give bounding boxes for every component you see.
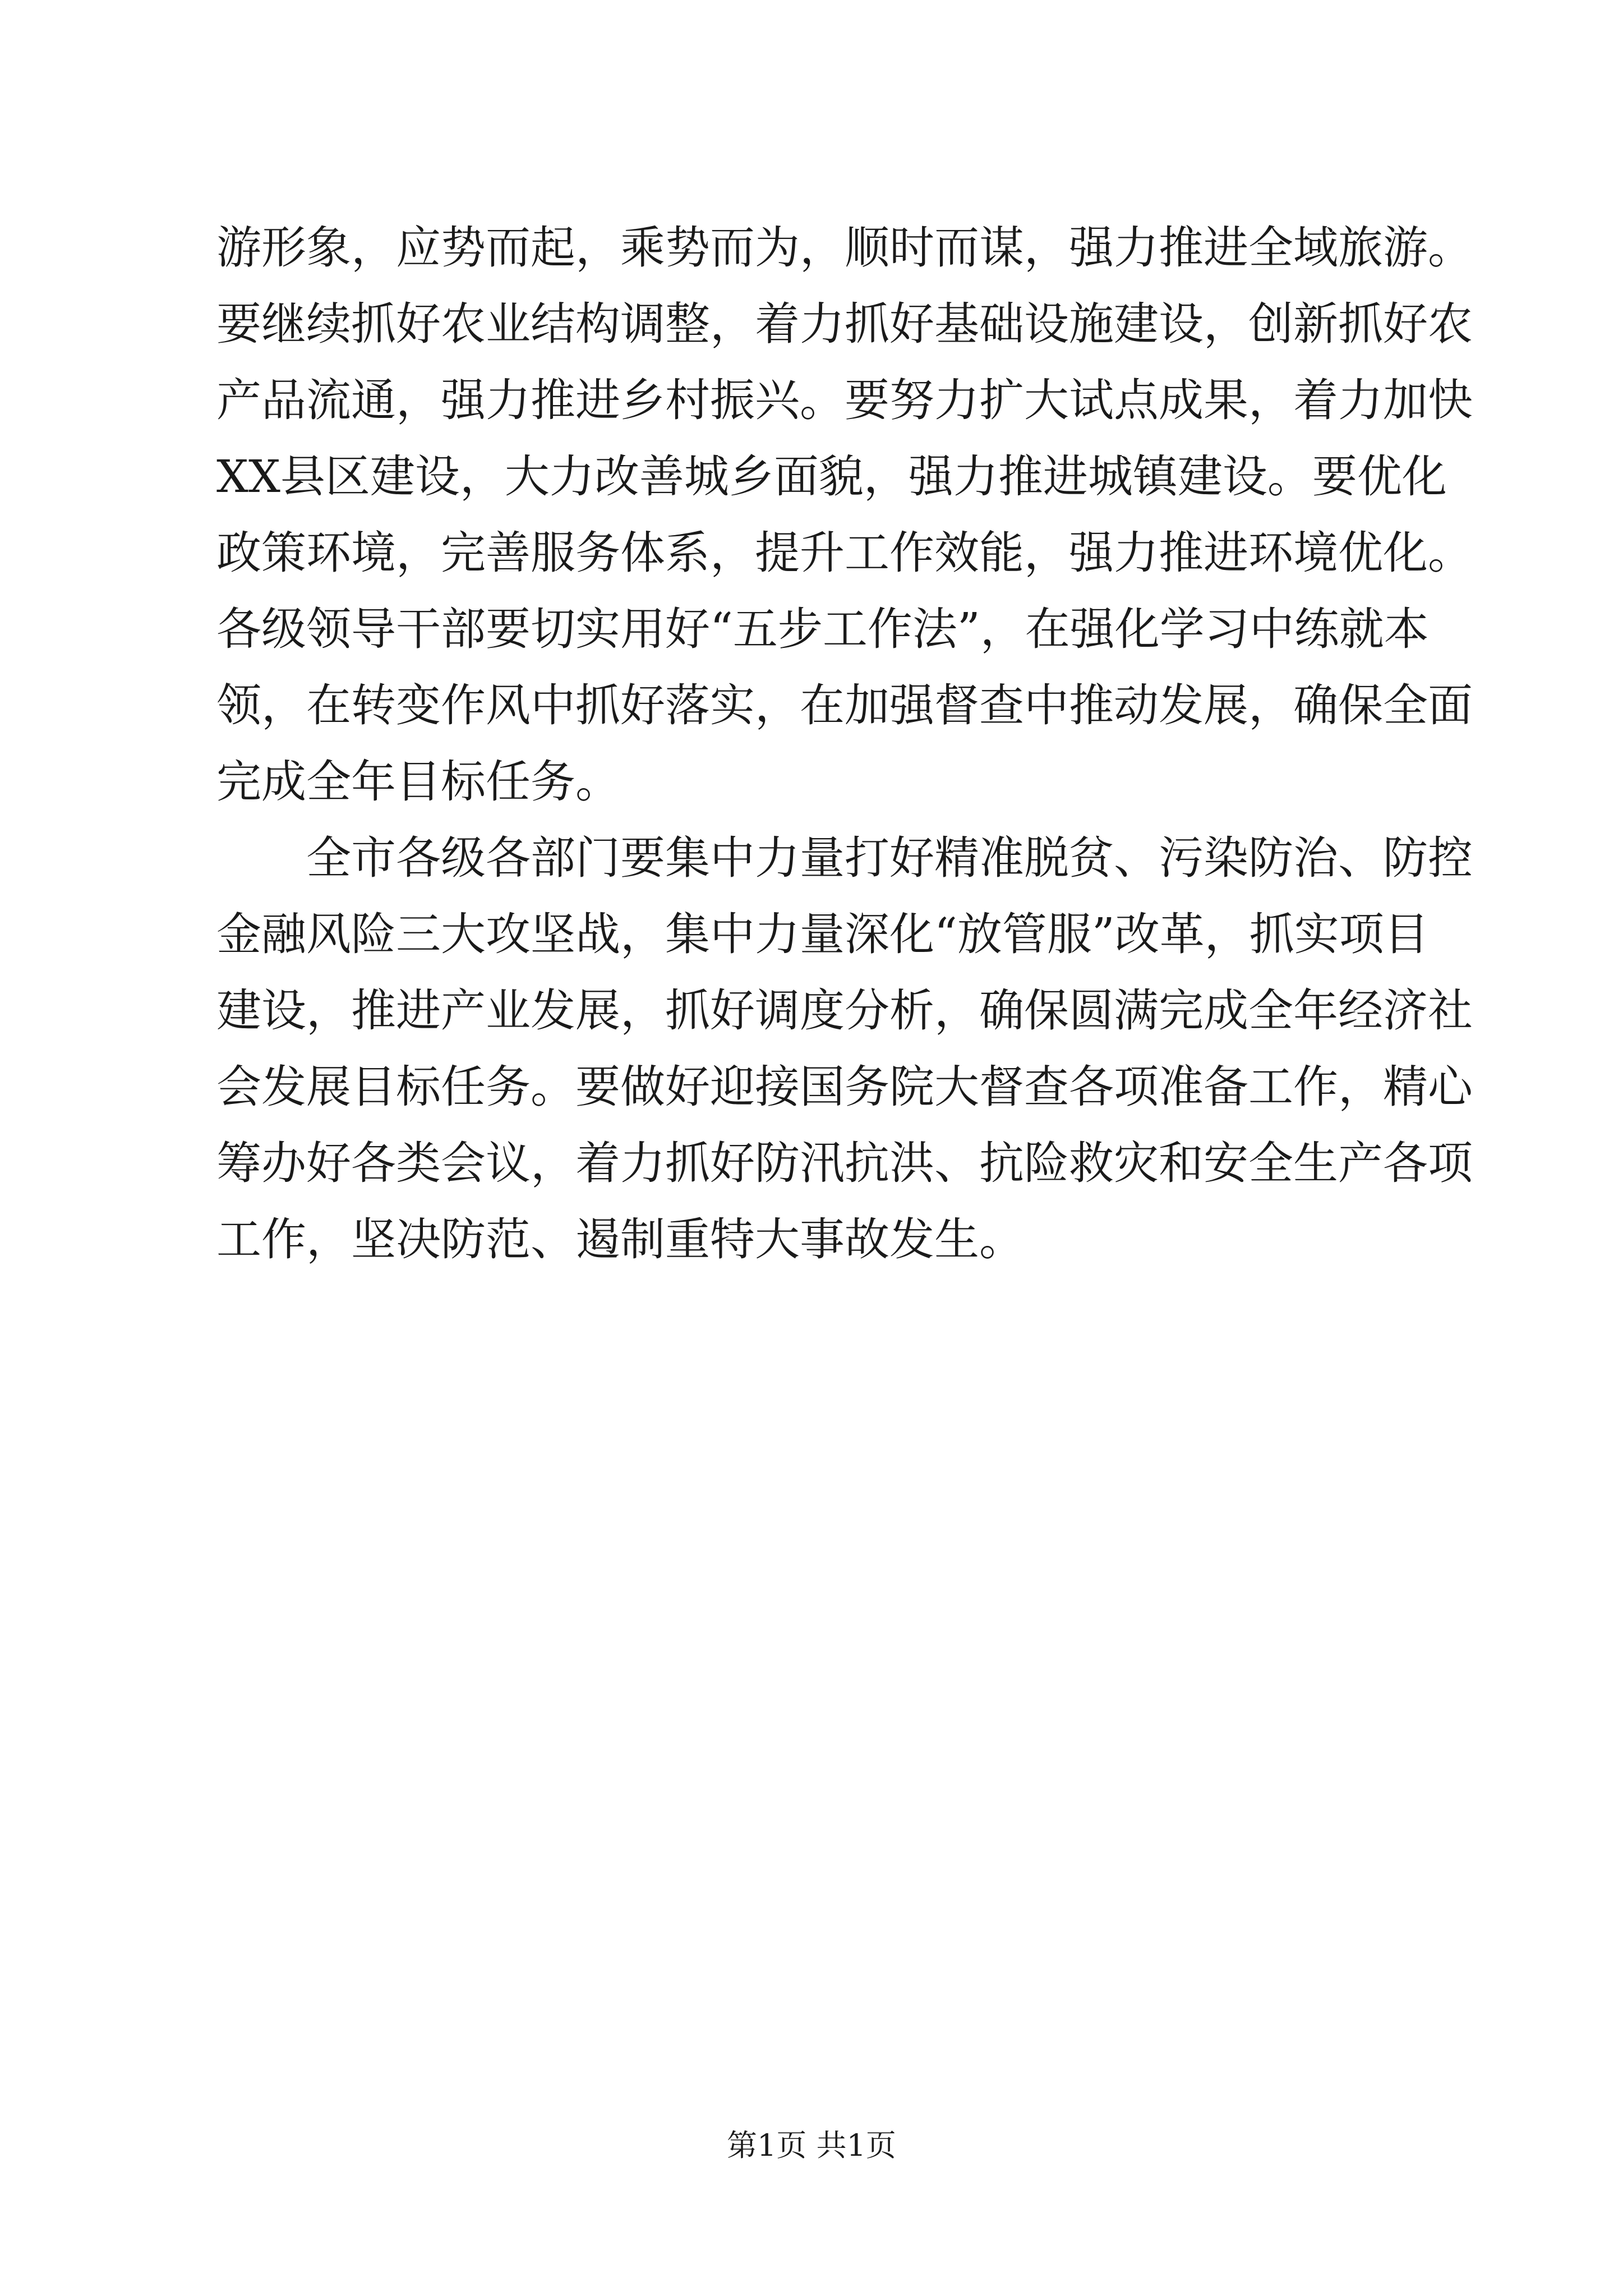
- paragraph-1-line-3: 产品流通，强力推进乡村振兴。要努力扩大试点成果，着力加快: [216, 374, 1473, 426]
- paragraph-1-line-7: 领，在转变作风中抓好落实，在加强督查中推动发展，确保全面: [216, 679, 1473, 731]
- page-number-label: 第1页 共1页: [727, 2128, 896, 2163]
- paragraph-1-line-2: 要继续抓好农业结构调整，着力抓好基础设施建设，创新抓好农: [216, 298, 1473, 350]
- paragraph-2-line-2: 金融风险三大攻坚战，集中力量深化“放管服”改革，抓实项目: [216, 908, 1429, 960]
- paragraph-1-line-5: 政策环境，完善服务体系，提升工作效能，强力推进环境优化。: [216, 527, 1473, 579]
- paragraph-1-line-1: 游形象，应势而起，乘势而为，顺时而谋，强力推进全域旅游。: [216, 222, 1473, 274]
- paragraph-2-line-1: 全市各级各部门要集中力量打好精准脱贫、污染防治、防控: [306, 832, 1473, 884]
- page-footer: [0, 2126, 1623, 2165]
- paragraph-2-line-6: 工作，坚决防范、遏制重特大事故发生。: [216, 1213, 1024, 1266]
- paragraph-2-line-3: 建设，推进产业发展，抓好调度分析，确保圆满完成全年经济社: [216, 984, 1473, 1037]
- paragraph-2-line-4: 会发展目标任务。要做好迎接国务院大督查各项准备工作，精心: [216, 1061, 1473, 1113]
- paragraph-2-line-5: 筹办好各类会议，着力抓好防汛抗洪、抗险救灾和安全生产各项: [216, 1137, 1473, 1189]
- paragraph-1-line-8: 完成全年目标任务。: [216, 756, 620, 808]
- paragraph-1-line-6: 各级领导干部要切实用好“五步工作法”，在强化学习中练就本: [216, 603, 1429, 655]
- paragraph-1-line-4: XX县区建设，大力改善城乡面貌，强力推进城镇建设。要优化: [216, 450, 1447, 503]
